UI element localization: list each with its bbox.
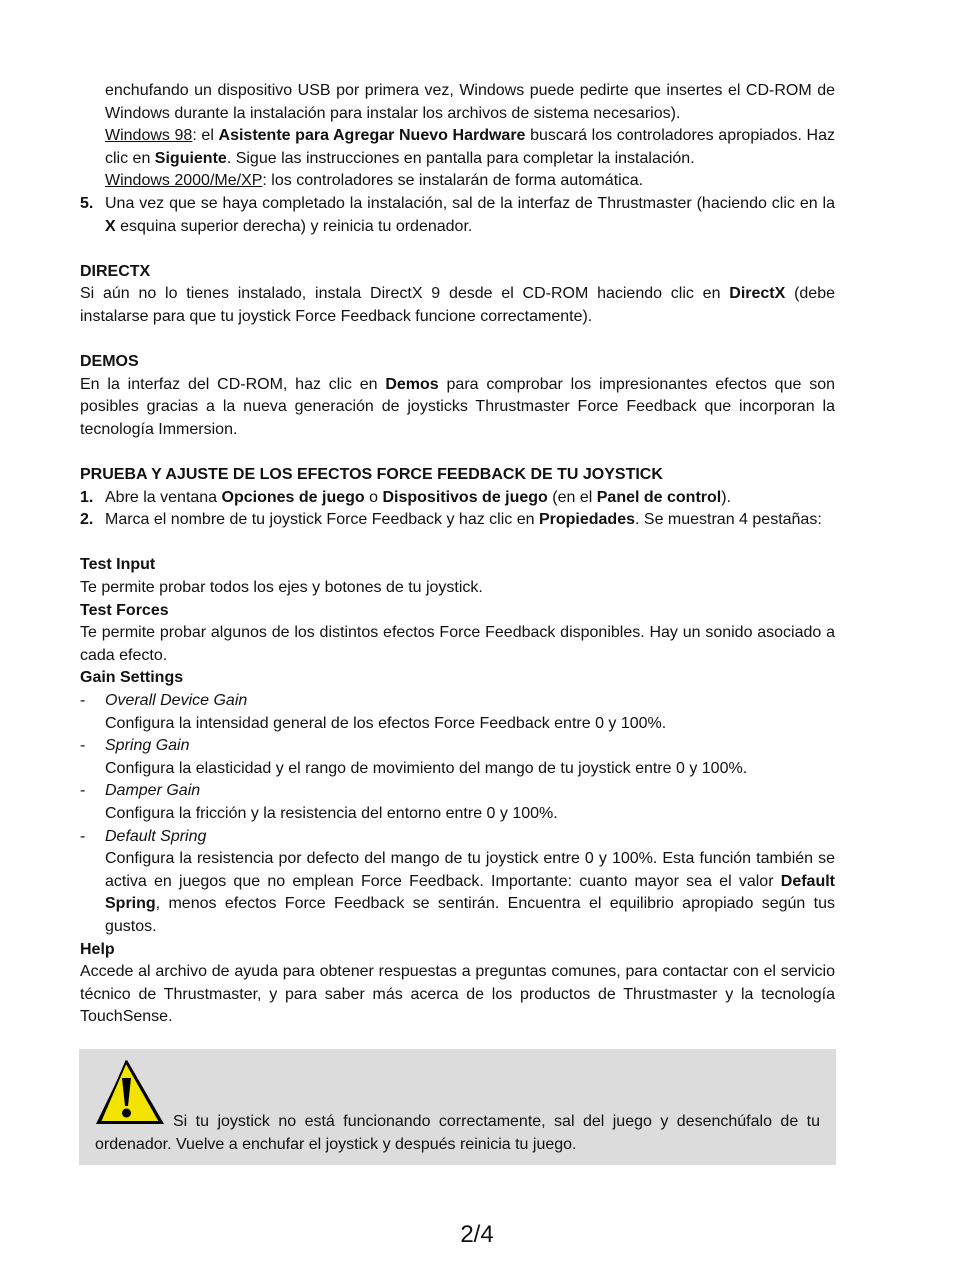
step-5-text: Una vez que se haya completado la instalación, sal de la interfaz de Thrustmaster (haciendo clic en la X esquina superior derecha) y reinicia tu ordenador. <box>105 194 835 235</box>
intro-text: enchufando un dispositivo USB por primera vez, Windows puede pedirte que insertes el CD-ROM de Windows durante la instalación para instalar los archivos de sistema necesarios). <box>105 82 835 122</box>
gain-item-label: Damper Gain <box>105 782 201 800</box>
page-content <box>80 80 835 1029</box>
prueba-step-1-number: 1. <box>80 488 94 506</box>
page-number: 2/4 <box>460 1221 494 1248</box>
step-5-number: 5. <box>80 194 94 212</box>
win2000-label: Windows 2000/Me/XP <box>105 172 263 190</box>
prueba-step-1 <box>80 487 835 510</box>
win98-next: Siguiente <box>154 149 227 167</box>
help-heading: Help <box>80 940 115 958</box>
directx-paragraph: Si aún no lo tienes instalado, instala DirectX 9 desde el CD-ROM haciendo clic en DirectX (debe instalarse para que tu joystick Force Feedback funcione correctamente). <box>80 285 835 325</box>
gain-item-default-spring: - Default Spring Configura la resistencia por defecto del mango de tu joystick entre 0 y 100%. Esta función también se activa en juegos que no emplean Force Feedback. Importante: cuanto mayor sea el valor Default Spring, menos efectos Force Feedback se sentirán. Encuentra el equilibrio apropiado según tus gustos. <box>80 827 835 935</box>
win98-label: Windows 98 <box>105 127 193 145</box>
gain-item-label: Overall Device Gain <box>105 692 248 710</box>
gain-item-text: Configura la fricción y la resistencia del entorno entre 0 y 100%. <box>105 805 558 822</box>
gain-item-spring: - Spring Gain Configura la elasticidad y el rango de movimiento del mango de tu joystick entre 0 y 100%. <box>80 737 748 777</box>
gain-item-text: Configura la intensidad general de los efectos Force Feedback entre 0 y 100%. <box>105 714 667 732</box>
step-5 <box>80 193 835 238</box>
help-text: Accede al archivo de ayuda para obtener respuestas a preguntas comunes, para contactar con el servicio técnico de Thrustmaster, y para saber más acerca de los productos de Thrustmaster y la tecnología TouchSense. <box>80 963 835 1026</box>
prueba-step-2-number: 2. <box>80 511 94 529</box>
win98-wizard: Asistente para Agregar Nuevo Hardware <box>218 127 526 145</box>
test-forces-heading: Test Forces <box>80 601 169 619</box>
test-input-heading: Test Input <box>80 556 156 574</box>
test-input-text: Te permite probar todos los ejes y botones de tu joystick. <box>80 579 483 597</box>
demos-heading: DEMOS <box>80 353 139 371</box>
gain-item-text: Configura la elasticidad y el rango de movimiento del mango de tu joystick entre 0 y 100%. <box>105 759 748 777</box>
prueba-step-2-text: Marca el nombre de tu joystick Force Feedback y haz clic en Propiedades. Se muestran 4 pestañas: <box>105 511 822 529</box>
warning-text: Si tu joystick no está funcionando correctamente, sal del juego y desenchúfalo de tu ordenador. Vuelve a enchufar el joystick y después reinicia tu juego. <box>95 1113 820 1153</box>
prueba-heading: PRUEBA Y AJUSTE DE LOS EFECTOS FORCE FEEDBACK DE TU JOYSTICK <box>80 466 663 484</box>
test-forces-text: Te permite probar algunos de los distintos efectos Force Feedback disponibles. Hay un sonido asociado a cada efecto. <box>80 624 835 664</box>
win2000-text: : los controladores se instalarán de forma automática. <box>262 172 644 190</box>
directx-heading: DIRECTX <box>80 262 151 280</box>
gain-settings-heading: Gain Settings <box>80 669 184 687</box>
demos-paragraph: En la interfaz del CD-ROM, haz clic en Demos para comprobar los impresionantes efectos que son posibles gracias a la nueva generación de joysticks Thrustmaster Force Feedback que incorporan la tecnología Immersion. <box>80 375 835 438</box>
prueba-step-2 <box>80 509 835 532</box>
win98-text-a: : el <box>192 127 219 145</box>
warning-box <box>79 1049 836 1165</box>
win98-text-b: buscará los controladores apropiados. Haz clic en <box>105 127 836 167</box>
gain-item-overall: - Overall Device Gain Configura la intensidad general de los efectos Force Feedback entre 0 y 100%. <box>80 692 667 732</box>
gain-item-label: Spring Gain <box>105 737 190 755</box>
win98-text-c: . Sigue las instrucciones en pantalla para completar la instalación. <box>226 149 695 167</box>
prueba-step-1-text: Abre la ventana Opciones de juego o Dispositivos de juego (en el Panel de control). <box>105 488 731 506</box>
gain-item-damper: - Damper Gain Configura la fricción y la resistencia del entorno entre 0 y 100%. <box>80 782 558 822</box>
gain-item-label: Default Spring <box>105 827 207 845</box>
intro-paragraph <box>80 80 835 193</box>
